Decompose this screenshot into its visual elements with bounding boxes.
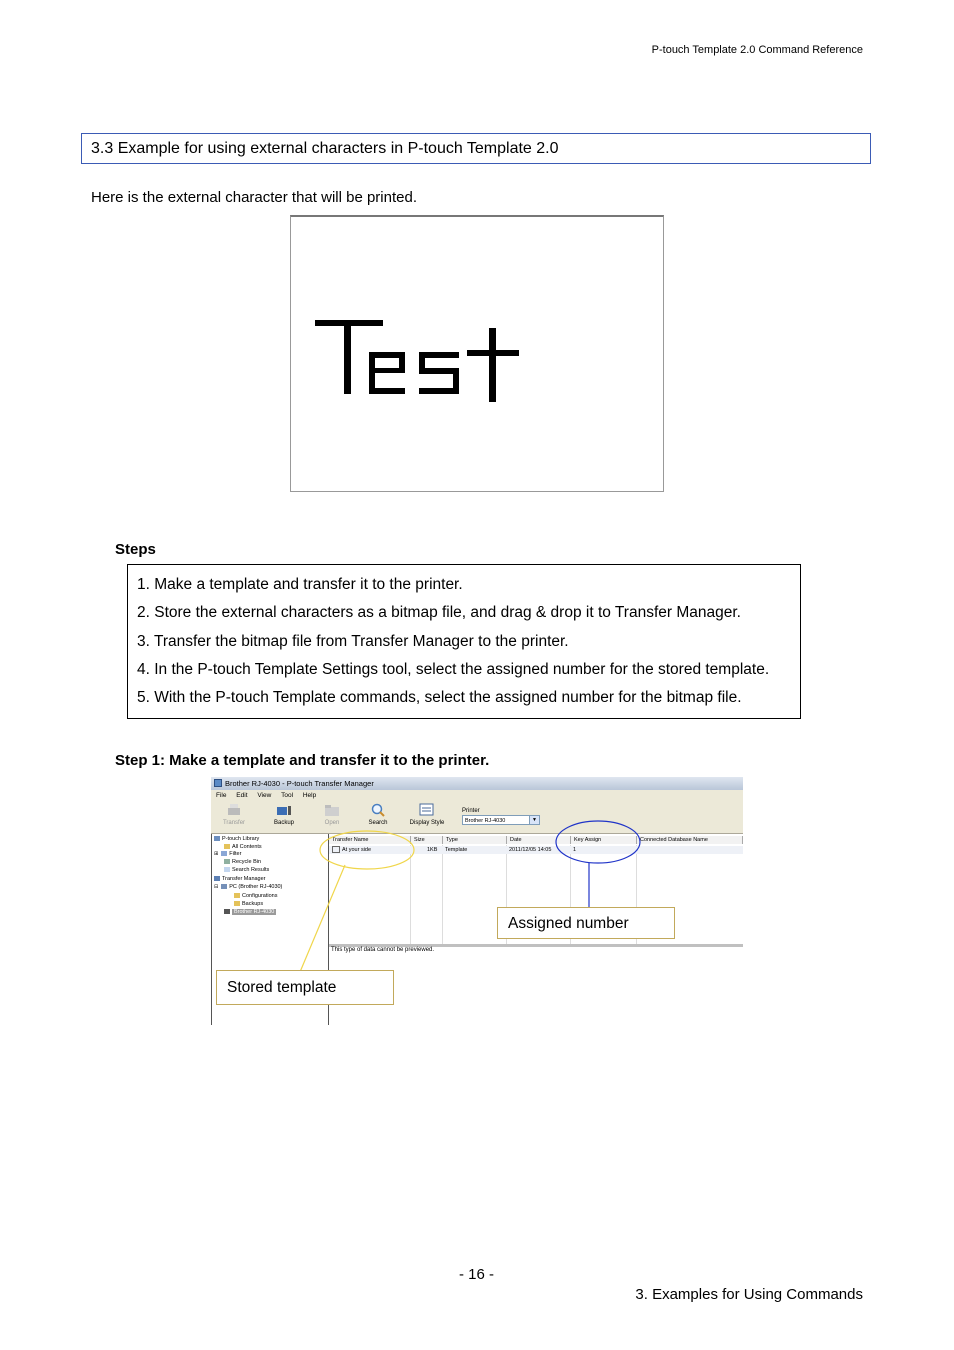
external-character-label: Test bbox=[291, 217, 293, 218]
row-type: Template bbox=[445, 847, 468, 853]
step-item: 4. In the P-touch Template Settings tool, select the assigned number for the stored template. bbox=[137, 660, 770, 678]
menu-tool[interactable]: Tool bbox=[281, 792, 294, 799]
app-title: Brother RJ-4030 - P-touch Transfer Manager bbox=[225, 779, 374, 788]
menu-edit[interactable]: Edit bbox=[236, 792, 248, 799]
column-connected-db[interactable]: Connected Database Name bbox=[637, 836, 743, 844]
tree-item-transfer-manager[interactable]: Transfer Manager bbox=[214, 876, 266, 882]
step-item: 1. Make a template and transfer it to the printer. bbox=[137, 576, 463, 593]
printer-select-value: Brother RJ-4030 bbox=[465, 818, 506, 824]
tree-item-recycle-bin[interactable]: Recycle Bin bbox=[224, 859, 261, 865]
stored-template-leader bbox=[300, 865, 345, 972]
column-size[interactable]: Size bbox=[411, 836, 443, 844]
step-item: 3. Transfer the bitmap file from Transfer Manager to the printer. bbox=[137, 632, 569, 650]
tree-item-pc[interactable]: ⊟ PC (Brother RJ-4030) bbox=[214, 884, 283, 890]
section-title: 3.3 Example for using external characters in P-touch Template 2.0 bbox=[81, 133, 871, 164]
step1-title: Step 1: Make a template and transfer it to the printer. bbox=[115, 752, 490, 769]
row-date: 2011/12/05 14:05 bbox=[509, 847, 552, 853]
steps-title: Steps bbox=[115, 541, 156, 558]
printer-label: Printer bbox=[462, 808, 480, 814]
column-key-assign[interactable]: Key Assign bbox=[571, 836, 637, 844]
menu-file[interactable]: File bbox=[216, 792, 227, 799]
stored-template-highlight bbox=[320, 831, 414, 869]
tree-item-printer[interactable]: Brother RJ-4030 bbox=[224, 909, 276, 915]
tree-item-configurations[interactable]: Configurations bbox=[234, 893, 277, 899]
search-button[interactable]: Search bbox=[361, 803, 395, 826]
footer-chapter: 3. Examples for Using Commands bbox=[635, 1286, 863, 1303]
display-style-button[interactable]: Display Style bbox=[409, 803, 445, 826]
tree-item-search-results[interactable]: Search Results bbox=[224, 867, 269, 873]
tree-item-filter[interactable]: ⊞ Filter bbox=[214, 851, 242, 857]
menu-view[interactable]: View bbox=[257, 792, 272, 799]
assigned-number-highlight bbox=[556, 821, 640, 863]
menu-help[interactable]: Help bbox=[302, 792, 317, 799]
tree-item-backups[interactable]: Backups bbox=[234, 901, 263, 907]
transfer-button[interactable]: Transfer bbox=[217, 803, 251, 826]
row-size: 1KB bbox=[427, 847, 438, 853]
tree-item-all-contents[interactable]: All Contents bbox=[224, 844, 262, 850]
backup-button[interactable]: Backup bbox=[267, 803, 301, 826]
chevron-down-icon[interactable]: ▼ bbox=[529, 816, 539, 824]
tree-item-library[interactable]: P-touch Library bbox=[214, 836, 259, 842]
column-date[interactable]: Date bbox=[507, 836, 571, 844]
step-item: 5. With the P-touch Template commands, select the assigned number for the bitmap file. bbox=[137, 689, 742, 707]
column-transfer-name[interactable]: Transfer Name bbox=[329, 836, 411, 844]
stored-template-callout: Stored template bbox=[216, 970, 394, 1005]
open-button[interactable]: Open bbox=[315, 803, 349, 826]
column-type[interactable]: Type bbox=[443, 836, 507, 844]
intro-text: Here is the external character that will be printed. bbox=[91, 189, 417, 206]
header-doc-title: P-touch Template 2.0 Command Reference bbox=[651, 44, 863, 56]
step-item: 2. Store the external characters as a bitmap file, and drag & drop it to Transfer Manager. bbox=[137, 604, 741, 622]
page-number: - 16 - bbox=[459, 1266, 495, 1283]
assigned-number-callout: Assigned number bbox=[497, 907, 675, 939]
row-transfer-name: At your side bbox=[332, 846, 371, 854]
preview-message: This type of data cannot be previewed. bbox=[331, 947, 435, 953]
row-key-assign: 1 bbox=[573, 847, 577, 853]
